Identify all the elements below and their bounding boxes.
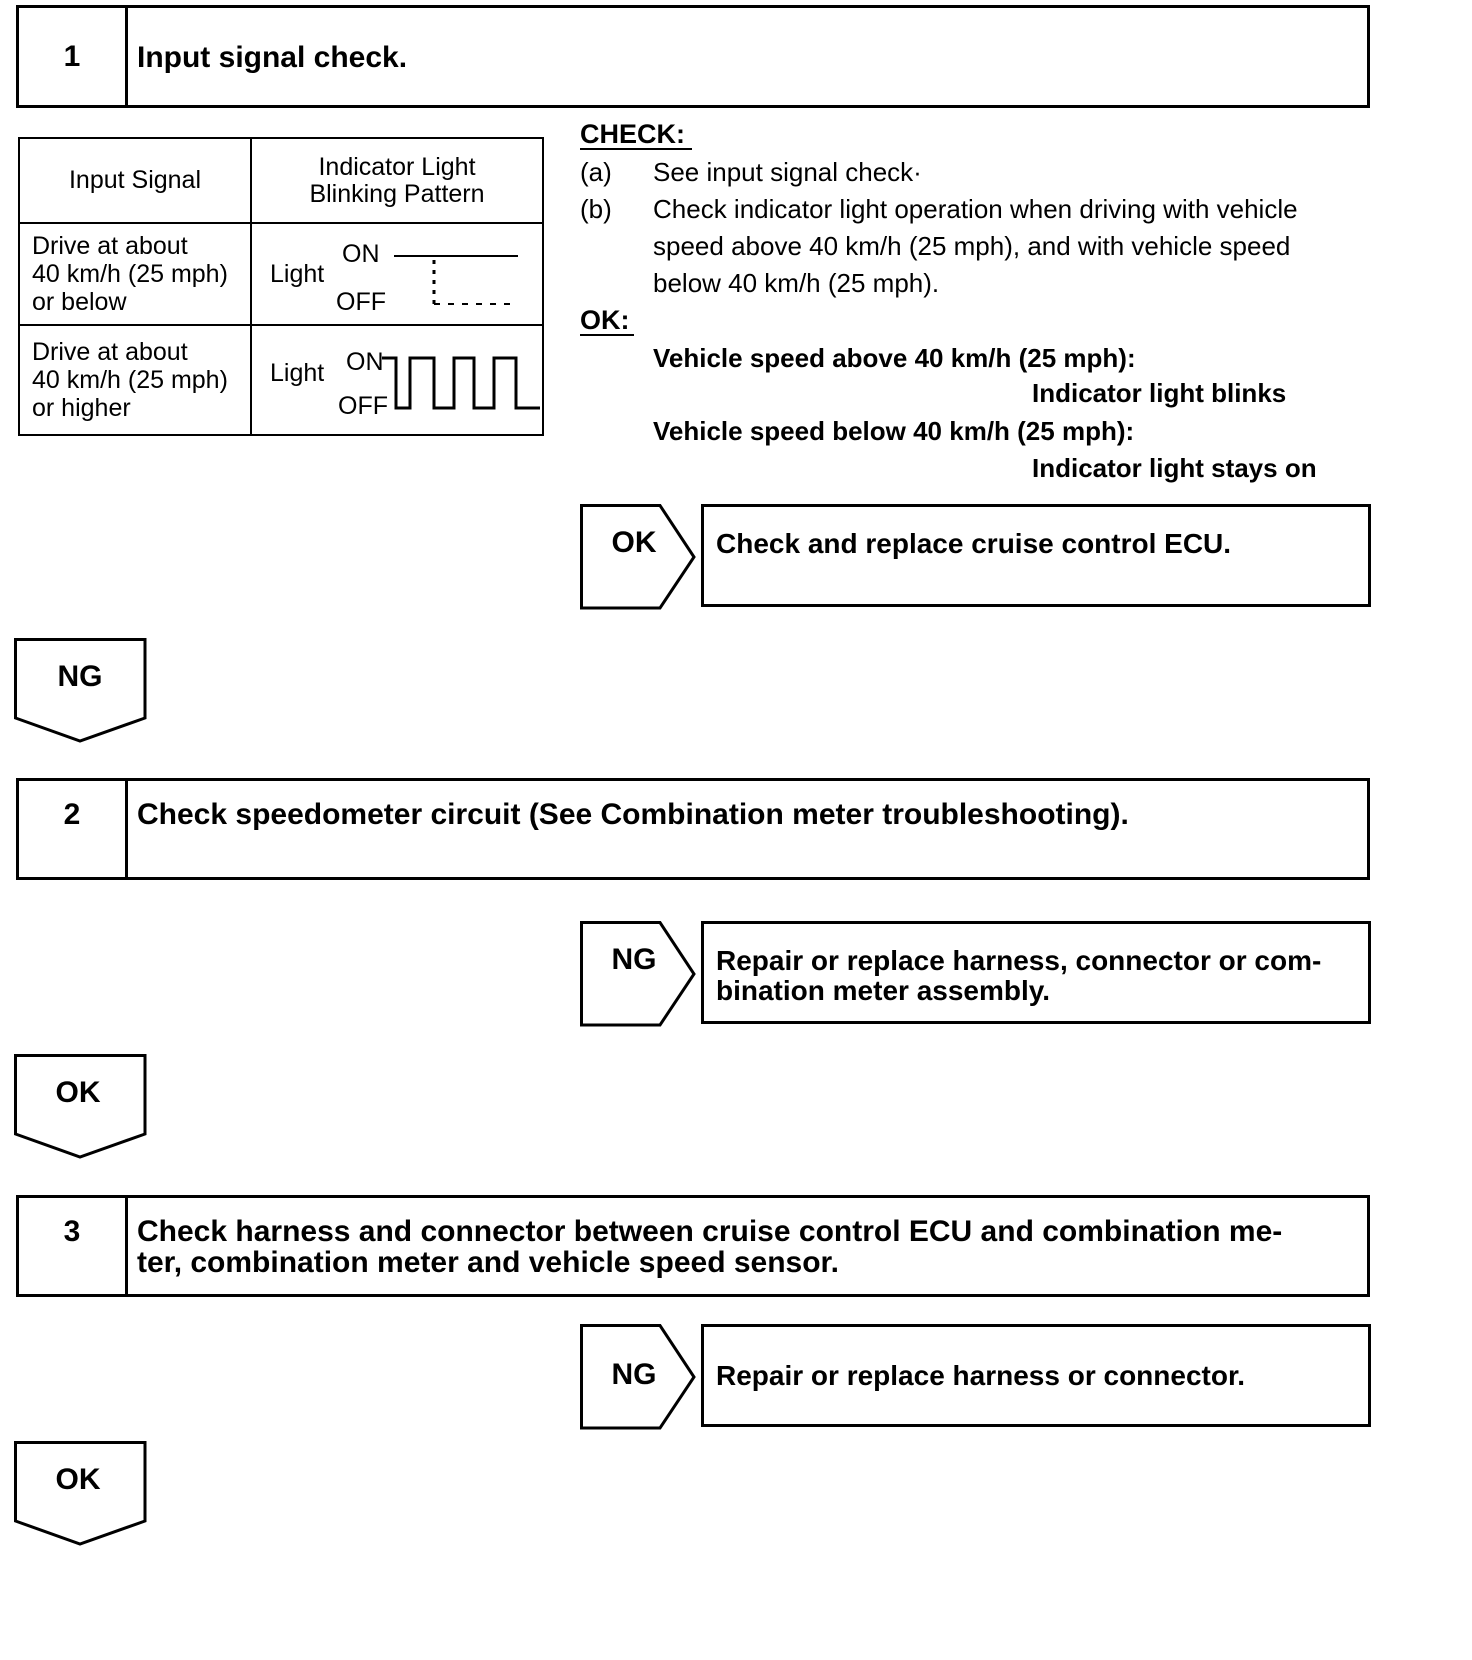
action-box: Check and replace cruise control ECU. [701,504,1371,607]
ok-criteria-line: Indicator light blinks [1032,378,1287,408]
off-label: OFF [336,288,386,316]
ok-criteria-line: Vehicle speed below 40 km/h (25 mph): [653,416,1135,446]
action-line: Repair or replace harness, connector or com- [716,945,1322,976]
step-number: 1 [19,8,128,105]
table-header-pattern [251,138,543,223]
check-item-b-text [653,191,1373,302]
check-line: below 40 km/h (25 mph). [653,268,940,298]
steady-on-waveform [392,238,522,318]
condition-text: or higher [32,394,131,422]
check-line: Check indicator light operation when driving with vehicle [653,194,1298,224]
off-label: OFF [338,392,388,420]
condition-text: Drive at about [32,232,188,260]
action-box: Repair or replace harness or connector. [701,1324,1371,1427]
step-1-box [16,5,1370,108]
step-number: 3 [19,1198,128,1294]
step-number: 2 [19,781,128,877]
table-row-pattern [251,325,543,435]
check-item-a-label: (a) [580,157,612,187]
check-item-b-label: (b) [580,194,612,224]
ok-criteria-line: Indicator light stays on [1032,453,1317,483]
result-tag: NG [611,1358,657,1391]
on-label: ON [342,240,380,268]
condition-text: Drive at about [32,338,188,366]
signal-table [18,137,544,436]
step-3-box [16,1195,1370,1297]
header-text: Input Signal [68,166,202,194]
condition-text: 40 km/h (25 mph) [32,260,228,288]
on-label: ON [346,348,384,376]
check-line: speed above 40 km/h (25 mph), and with vehicle speed [653,231,1291,261]
table-row-condition [19,223,251,325]
result-tag: NG [611,943,657,976]
flow-tag: OK [55,1463,101,1496]
step-title: Check speedometer circuit (See Combination meter troubleshooting). [137,798,1129,831]
condition-text: 40 km/h (25 mph) [32,366,228,394]
step-2-box [16,778,1370,880]
flow-tag: NG [57,660,103,693]
action-box [701,921,1371,1024]
result-tag: OK [611,526,657,559]
blinking-waveform [382,346,542,418]
step-title: Check harness and connector between cruise control ECU and combination me- ter, combination meter and vehicle speed sensor. [137,1215,1283,1279]
table-row-condition [19,325,251,435]
table-header-input-signal [19,138,251,223]
header-text: Blinking Pattern [309,179,485,208]
flow-tag: OK [55,1076,101,1109]
light-label: Light [270,260,325,288]
light-label: Light [270,359,325,387]
action-line: bination meter assembly. [716,975,1051,1006]
ok-heading: OK: [580,306,634,336]
ok-criteria-line: Vehicle speed above 40 km/h (25 mph): [653,343,1136,373]
table-row-pattern [251,223,543,325]
check-item-a-text: See input signal check· [653,157,922,187]
check-heading: CHECK: [580,120,692,150]
step-title: Input signal check. [137,41,408,74]
header-text: Indicator Light [318,152,476,181]
condition-text: or below [32,288,127,316]
